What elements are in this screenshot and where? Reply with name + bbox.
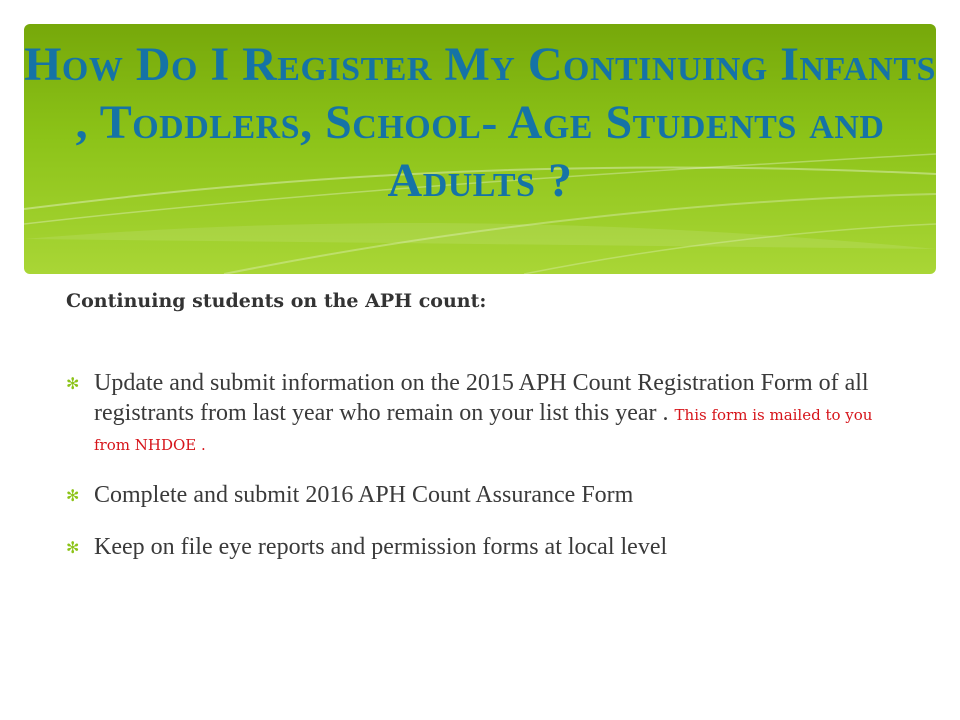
asterisk-bullet-icon: ✻ xyxy=(66,488,80,505)
bullet-note: This form is mailed to you from NHDOE . xyxy=(94,406,873,454)
asterisk-bullet-icon: ✻ xyxy=(66,540,80,557)
slide-title: How Do I Register My Continuing Infants , Toddlers, School- Age Students and Adults ? xyxy=(24,38,936,207)
bullet-text: Keep on file eye reports and permission forms at local level xyxy=(94,534,668,560)
asterisk-bullet-icon: ✻ xyxy=(66,376,80,393)
bullet-list xyxy=(66,368,886,584)
bullet-text: Complete and submit 2016 APH Count Assurance Form xyxy=(94,482,634,508)
list-item xyxy=(66,532,886,562)
bullet-text: Update and submit information on the 2015 APH Count Registration Form of all registrants from last year who remain on your list this year . xyxy=(94,370,869,426)
list-item xyxy=(66,368,886,458)
section-heading: Continuing students on the APH count: xyxy=(66,290,487,312)
list-item xyxy=(66,480,886,510)
